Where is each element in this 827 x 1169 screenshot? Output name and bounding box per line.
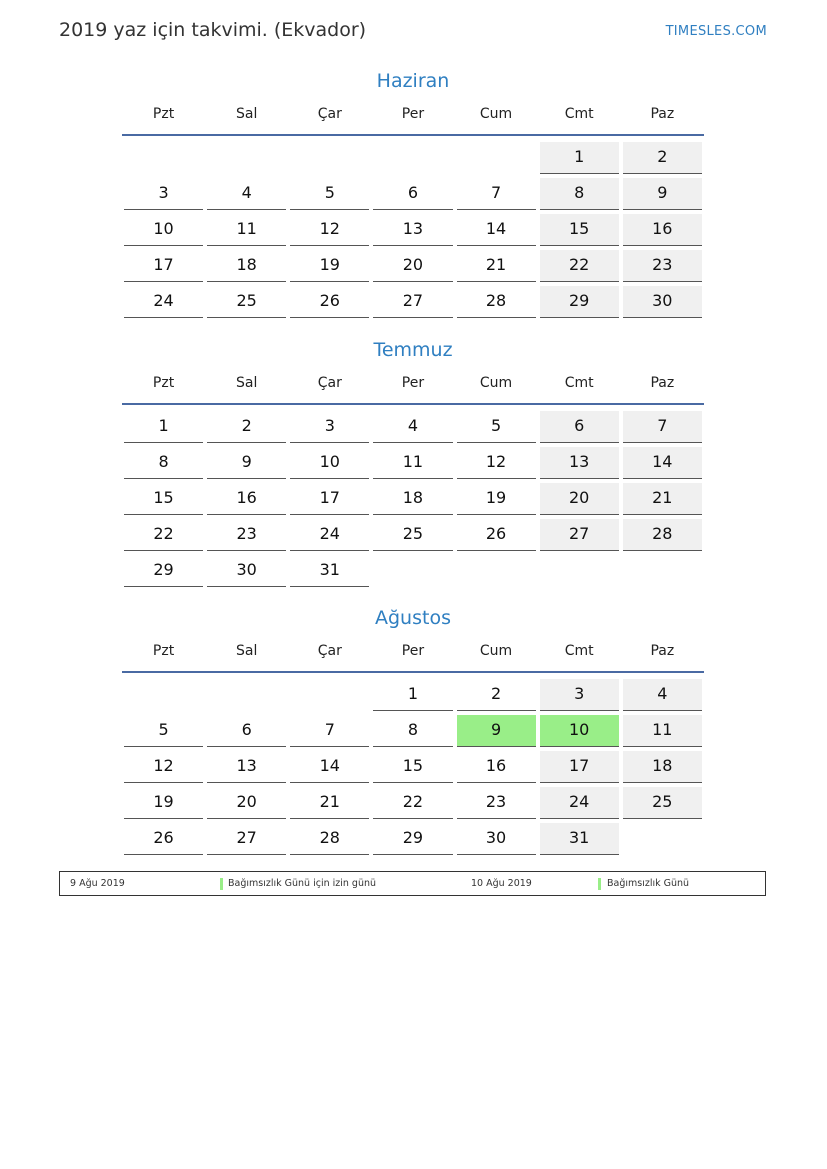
weekday-label: Cum [479,375,513,391]
day-number: 29 [373,823,452,855]
day-cell [205,713,288,749]
day-cell [205,785,288,821]
day-number: 10 [540,715,619,747]
day-number: 1 [540,142,619,174]
day-number: 31 [290,555,369,587]
day-number: 15 [540,214,619,246]
day-number: 25 [623,787,702,819]
day-cell [205,212,288,248]
month-title: Temmuz [373,339,453,361]
day-number: 11 [207,214,286,246]
weekday-label: Cum [479,106,513,122]
day-number: 5 [124,715,203,747]
day-cell [205,749,288,785]
empty-day-cell [122,140,205,176]
day-number: 7 [290,715,369,747]
weekday-label: Paz [650,375,675,391]
day-cell [371,284,454,320]
day-cell [288,553,371,589]
day-cell [455,445,538,481]
day-number: 3 [124,178,203,210]
day-number: 26 [124,823,203,855]
day-number: 15 [124,483,203,515]
day-number: 3 [540,679,619,711]
day-number: 24 [290,519,369,551]
day-cell [538,284,621,320]
day-cell [538,140,621,176]
day-cell [371,445,454,481]
day-cell [455,821,538,857]
day-number: 31 [540,823,619,855]
day-cell [621,140,704,176]
day-number: 1 [373,679,452,711]
day-number [124,679,203,711]
weekday-label: Sal [236,106,258,122]
day-number: 9 [207,447,286,479]
day-number: 28 [290,823,369,855]
day-number: 27 [207,823,286,855]
day-number [373,555,452,587]
day-number: 12 [457,447,536,479]
day-number: 20 [540,483,619,515]
day-cell [288,212,371,248]
day-cell [538,749,621,785]
day-number: 7 [457,178,536,210]
day-cell [371,677,454,713]
day-cell [621,713,704,749]
day-number: 10 [124,214,203,246]
day-number: 20 [207,787,286,819]
day-cell [288,445,371,481]
day-number: 2 [457,679,536,711]
weekday-label: Paz [650,106,675,122]
day-number: 9 [623,178,702,210]
day-cell [288,248,371,284]
day-cell [288,517,371,553]
weekday-label: Pzt [152,643,175,659]
day-number [207,679,286,711]
weekday-label: Çar [317,375,342,391]
day-cell [288,749,371,785]
day-cell [122,212,205,248]
day-cell [621,176,704,212]
day-cell [621,212,704,248]
day-cell [122,713,205,749]
day-cell [371,409,454,445]
weekday-label: Pzt [152,375,175,391]
empty-day-cell [205,140,288,176]
day-cell [122,176,205,212]
weekday-label: Çar [317,643,342,659]
empty-day-cell [288,140,371,176]
day-number: 11 [623,715,702,747]
day-cell [455,785,538,821]
day-grid [122,405,704,589]
day-cell [122,749,205,785]
day-cell [288,481,371,517]
day-number: 22 [540,250,619,282]
day-number: 6 [540,411,619,443]
day-number: 13 [373,214,452,246]
day-cell [122,481,205,517]
empty-day-cell [205,677,288,713]
day-number: 15 [373,751,452,783]
day-number: 6 [207,715,286,747]
day-cell [621,248,704,284]
day-number: 8 [124,447,203,479]
day-number: 9 [457,715,536,747]
day-number: 14 [457,214,536,246]
empty-day-cell [122,677,205,713]
day-cell [371,517,454,553]
day-number [457,555,536,587]
empty-day-cell [455,553,538,589]
weekday-label: Cmt [564,106,594,122]
day-grid [122,136,704,320]
day-cell [621,481,704,517]
day-cell [455,677,538,713]
day-number: 6 [373,178,452,210]
month-calendar-july [122,337,704,589]
empty-day-cell [621,553,704,589]
day-number: 13 [207,751,286,783]
day-number: 12 [124,751,203,783]
day-cell [288,409,371,445]
day-cell [621,284,704,320]
day-number: 21 [290,787,369,819]
day-number: 8 [540,178,619,210]
day-number: 5 [457,411,536,443]
day-cell [205,445,288,481]
day-number: 17 [124,250,203,282]
month-calendar-august [122,605,704,857]
day-number: 18 [623,751,702,783]
weekday-label: Çar [317,106,342,122]
day-number: 26 [290,286,369,318]
day-number: 30 [457,823,536,855]
day-number: 16 [623,214,702,246]
day-number: 14 [290,751,369,783]
day-cell [455,176,538,212]
day-cell [538,409,621,445]
day-number: 2 [207,411,286,443]
day-number: 27 [540,519,619,551]
day-number: 25 [207,286,286,318]
day-number: 29 [124,555,203,587]
day-number: 23 [623,250,702,282]
holiday-legend [59,871,766,896]
day-number: 19 [290,250,369,282]
legend-label: Bağımsızlık Günü [607,878,690,889]
month-title: Ağustos [375,607,451,629]
day-number: 11 [373,447,452,479]
day-cell [455,409,538,445]
day-cell [122,445,205,481]
day-cell [621,409,704,445]
day-cell [288,176,371,212]
day-cell [371,176,454,212]
month-title: Haziran [376,70,450,92]
empty-day-cell [455,140,538,176]
weekday-label: Sal [236,643,258,659]
day-number: 19 [124,787,203,819]
day-number: 2 [623,142,702,174]
day-cell [455,713,538,749]
day-cell [371,212,454,248]
weekday-label: Per [401,375,425,391]
day-number [207,142,286,174]
legend-date: 10 Ağu 2019 [471,878,532,889]
day-cell [538,785,621,821]
day-cell [538,445,621,481]
day-cell [621,445,704,481]
day-cell [538,248,621,284]
day-number: 20 [373,250,452,282]
day-cell [288,713,371,749]
day-number: 17 [290,483,369,515]
day-cell [205,553,288,589]
day-cell [455,749,538,785]
day-cell [455,212,538,248]
day-number: 7 [623,411,702,443]
weekday-label: Cmt [564,375,594,391]
day-cell [455,481,538,517]
day-cell [122,785,205,821]
day-number: 17 [540,751,619,783]
weekday-label: Cum [479,643,513,659]
day-number: 30 [623,286,702,318]
day-number: 22 [373,787,452,819]
day-cell [371,481,454,517]
day-cell [205,517,288,553]
day-number: 4 [207,178,286,210]
day-cell [205,821,288,857]
day-number: 3 [290,411,369,443]
empty-day-cell [371,553,454,589]
legend-label: Bağımsızlık Günü için izin günü [228,878,377,889]
day-cell [371,821,454,857]
day-cell [122,409,205,445]
month-calendar-june [122,68,704,320]
day-number: 13 [540,447,619,479]
day-number: 8 [373,715,452,747]
day-cell [538,713,621,749]
day-number [623,555,702,587]
day-number: 16 [457,751,536,783]
day-number: 26 [457,519,536,551]
holiday-color-swatch [598,878,601,890]
day-cell [538,481,621,517]
day-number: 1 [124,411,203,443]
day-cell [621,677,704,713]
page-title: 2019 yaz için takvimi. (Ekvador) [59,19,367,41]
day-cell [538,212,621,248]
day-number: 16 [207,483,286,515]
day-grid [122,673,704,857]
day-number: 10 [290,447,369,479]
day-number: 18 [373,483,452,515]
day-cell [205,248,288,284]
day-cell [538,176,621,212]
day-cell [538,821,621,857]
day-number: 19 [457,483,536,515]
day-number [457,142,536,174]
day-number: 21 [623,483,702,515]
day-number [124,142,203,174]
weekday-label: Cmt [564,643,594,659]
day-number: 21 [457,250,536,282]
day-cell [288,821,371,857]
weekday-label: Paz [650,643,675,659]
empty-day-cell [538,553,621,589]
day-cell [288,785,371,821]
day-number [290,142,369,174]
day-number: 24 [124,286,203,318]
day-cell [621,785,704,821]
day-number [540,555,619,587]
weekday-header [122,98,704,136]
day-number: 5 [290,178,369,210]
empty-day-cell [371,140,454,176]
day-cell [371,785,454,821]
day-cell [455,284,538,320]
weekday-label: Sal [236,375,258,391]
day-number: 12 [290,214,369,246]
day-cell [205,284,288,320]
day-cell [205,409,288,445]
brand-link[interactable]: TIMESLES.COM [665,24,767,39]
day-cell [621,749,704,785]
day-cell [621,517,704,553]
day-cell [122,248,205,284]
day-cell [122,553,205,589]
day-cell [205,481,288,517]
weekday-label: Per [401,106,425,122]
day-number: 4 [623,679,702,711]
holiday-color-swatch [220,878,223,890]
day-number [623,823,702,855]
day-number: 23 [457,787,536,819]
weekday-label: Per [401,643,425,659]
day-number [290,679,369,711]
day-cell [455,517,538,553]
legend-date: 9 Ağu 2019 [70,878,125,889]
day-number: 4 [373,411,452,443]
day-number: 28 [623,519,702,551]
weekday-header [122,635,704,673]
day-number: 14 [623,447,702,479]
empty-day-cell [288,677,371,713]
day-cell [371,248,454,284]
day-cell [538,677,621,713]
day-cell [538,517,621,553]
day-cell [205,176,288,212]
empty-day-cell [621,821,704,857]
day-cell [371,713,454,749]
day-cell [122,821,205,857]
weekday-header [122,367,704,405]
day-cell [371,749,454,785]
day-cell [455,248,538,284]
day-number: 25 [373,519,452,551]
day-number: 28 [457,286,536,318]
weekday-label: Pzt [152,106,175,122]
day-number: 18 [207,250,286,282]
day-cell [122,284,205,320]
day-number: 29 [540,286,619,318]
day-number: 27 [373,286,452,318]
day-number: 30 [207,555,286,587]
day-number [373,142,452,174]
day-number: 23 [207,519,286,551]
day-cell [288,284,371,320]
day-number: 22 [124,519,203,551]
day-number: 24 [540,787,619,819]
day-cell [122,517,205,553]
